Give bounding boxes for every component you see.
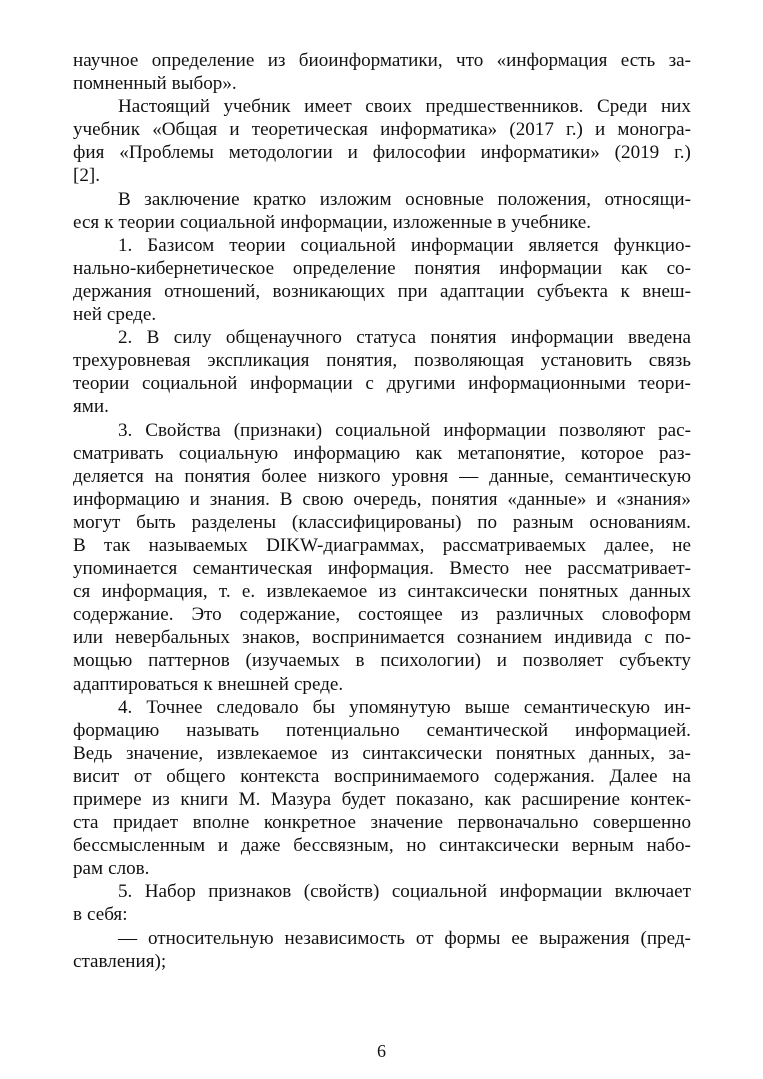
text-line: упоминается семантическая информация. Вместо нее рассматривает- — [73, 558, 691, 580]
text-line: еся к теории социальной информации, изложенные в учебнике. — [73, 211, 592, 233]
text-line: учебник «Общая и теоретическая информатика» (2017 г.) и моногра- — [73, 119, 691, 141]
text-line: 5. Набор признаков (свойств) социальной информации включает — [118, 881, 691, 903]
text-line: 4. Точнее следовало бы упомянутую выше семантическую ин- — [118, 696, 691, 718]
text-line: 2. В силу общенаучного статуса понятия информации введена — [118, 327, 691, 349]
text-line: адаптироваться к внешней среде. — [73, 673, 344, 695]
text-line: — относительную независимость от формы ее выражения (пред- — [118, 927, 691, 949]
text-line: информацию и знания. В свою очередь, понятия «данные» и «знания» — [73, 488, 691, 510]
text-line: помненный выбор». — [73, 73, 237, 95]
text-line: содержание. Это содержание, состоящее из различных словоформ — [73, 604, 691, 626]
text-line: нально-кибернетическое определение понятия информации как со- — [73, 257, 691, 279]
text-line: ями. — [73, 396, 109, 418]
text-line: фия «Проблемы методологии и философии информатики» (2019 г.) — [73, 142, 691, 164]
text-line: рам слов. — [73, 858, 150, 880]
text-line: держания отношений, возникающих при адаптации субъекта к внеш- — [73, 280, 691, 302]
text-line: или невербальных знаков, воспринимается сознанием индивида с по- — [73, 627, 691, 649]
text-line: висит от общего контекста воспринимаемого содержания. Далее на — [73, 765, 691, 787]
text-line: Настоящий учебник имеет своих предшественников. Среди них — [118, 96, 691, 118]
text-line: формацию называть потенциально семантической информацией. — [73, 719, 691, 741]
text-line: в себя: — [73, 904, 128, 926]
text-line: сматривать социальную информацию как метапонятие, которое раз- — [73, 442, 691, 464]
text-line: ста придает вполне конкретное значение первоначально совершенно — [73, 812, 691, 834]
text-line: могут быть разделены (классифицированы) по разным основаниям. — [73, 511, 691, 533]
text-line: ставления); — [73, 950, 167, 972]
text-line: ней среде. — [73, 304, 157, 326]
text-line: бессмысленным и даже бессвязным, но синтаксически верным набо- — [73, 835, 691, 857]
text-line: примере из книги М. Мазура будет показано, как расширение контек- — [73, 789, 691, 810]
text-line: теории социальной информации с другими информационными теори- — [73, 373, 691, 395]
body-text — [73, 49, 691, 973]
text-line: ся информация, т. е. извлекаемое из синтаксически понятных данных — [73, 581, 691, 603]
text-line: [2]. — [73, 165, 101, 187]
text-line: деляется на понятия более низкого уровня — данные, семантическую — [73, 465, 691, 487]
page-number: 6 — [377, 1041, 386, 1061]
text-line: Ведь значение, извлекаемое из синтаксически понятных данных, за- — [73, 742, 691, 764]
text-line: научное определение из биоинформатики, что «информация есть за- — [73, 50, 691, 71]
text-line: 1. Базисом теории социальной информации является функцио- — [118, 234, 691, 256]
text-line: В заключение кратко изложим основные положения, относящи- — [118, 188, 691, 210]
text-line: В так называемых DIKW-диаграммах, рассматриваемых далее, не — [73, 534, 691, 556]
text-line: трехуровневая экспликация понятия, позволяющая установить связь — [73, 350, 691, 372]
text-line: мощью паттернов (изучаемых в психологии) и позволяет субъекту — [73, 650, 691, 672]
text-line: 3. Свойства (признаки) социальной информации позволяют рас- — [118, 419, 691, 441]
